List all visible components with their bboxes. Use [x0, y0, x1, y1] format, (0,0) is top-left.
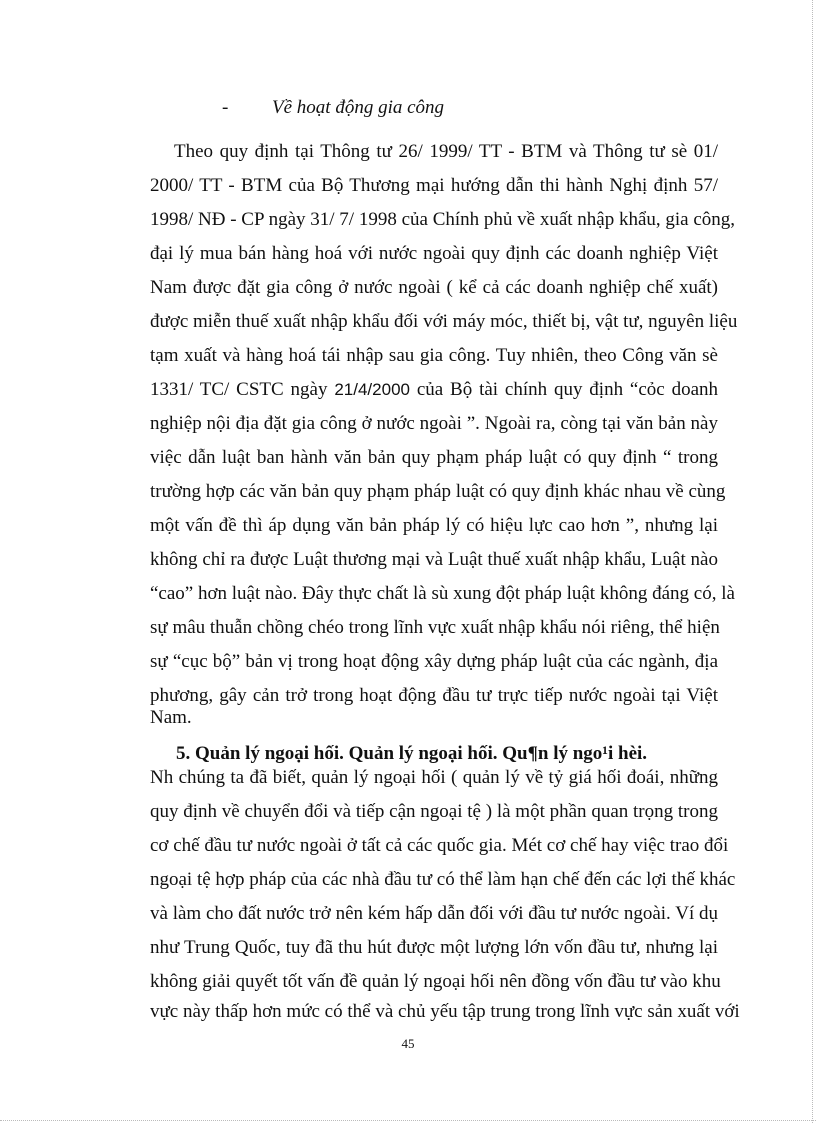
paragraph-line: không giải quyết tốt vấn đề quản lý ngoại hối nên đồng vốn đầu tư vào khu — [150, 971, 721, 992]
paragraph-line: sự mâu thuẫn chồng chéo trong lĩnh vực xuất nhập khẩu nói riêng, thể hiện — [150, 617, 720, 638]
paragraph-line: 1998/ NĐ - CP ngày 31/ 7/ 1998 của Chính phủ về xuất nhập khẩu, gia công, — [150, 209, 736, 230]
paragraph-line: sự “cục bộ” bản vị trong hoạt động xây dựng pháp luật của các ngành, địa — [150, 651, 718, 672]
page-right-border — [812, 0, 813, 1123]
paragraph-line: việc dẫn luật ban hành văn bản quy phạm pháp luật có quy định “ trong — [150, 447, 718, 468]
paragraph-line: trường hợp các văn bản quy phạm pháp luật có quy định khác nhau về cùng — [150, 481, 726, 502]
subheading: Về hoạt động gia công — [272, 97, 445, 118]
paragraph-line: phương, gây cản trở trong hoạt động đầu tư trực tiếp nước ngoài tại Việt — [150, 685, 718, 706]
paragraph-line: không chỉ ra được Luật thương mại và Luật thuế xuất nhập khẩu, Luật nào — [150, 549, 718, 570]
page-number: 45 — [401, 1036, 415, 1051]
paragraph-line: vực này thấp hơn mức có thể và chủ yếu tập trung trong lĩnh vực sản xuất với — [150, 1001, 740, 1022]
page-bottom-border — [0, 1120, 816, 1121]
paragraph-line: quy định về chuyển đổi và tiếp cận ngoại tệ ) là một phần quan trọng trong — [150, 801, 718, 822]
paragraph-line: được miễn thuế xuất nhập khẩu đối với máy móc, thiết bị, vật tư, nguyên liệu — [150, 311, 738, 332]
line-segment: 1331/ TC/ CSTC ngày — [150, 379, 328, 400]
paragraph-line: Theo quy định tại Thông tư 26/ 1999/ TT - BTM và Thông tư sè 01/ — [174, 141, 718, 162]
paragraph-line: đại lý mua bán hàng hoá với nước ngoài quy định các doanh nghiệp Việt — [150, 243, 718, 264]
paragraph-line: như Trung Quốc, tuy đã thu hút được một lượng lớn vốn đầu tư, nhưng lại — [150, 937, 718, 958]
subheading-bullet: - — [222, 97, 229, 118]
date-value: 21/4/2000 — [334, 380, 410, 399]
paragraph-line: và làm cho đất nước trở nên kém hấp dẫn đối với đầu tư nước ngoài. Ví dụ — [150, 903, 718, 924]
section-title: 5. Quản lý ngoại hối. Quản lý ngoại hối. Qu¶n lý ngo¹i hèi. — [176, 743, 648, 764]
paragraph-line: Nh chúng ta đã biết, quản lý ngoại hối ( quản lý về tỷ giá hối đoái, những — [150, 767, 718, 788]
line-segment: của Bộ tài chính quy định “cỏc doanh — [416, 379, 719, 400]
paragraph-line: ngoại tệ hợp pháp của các nhà đầu tư có thể làm hạn chế đến các lợi thế khác — [150, 869, 736, 890]
paragraph-line: nghiệp nội địa đặt gia công ở nước ngoài ”. Ngoài ra, còng tại văn bản này — [150, 413, 718, 434]
paragraph-line: cơ chế đầu tư nước ngoài ở tất cả các quốc gia. Mét cơ chế hay việc trao đổi — [150, 835, 729, 856]
paragraph-line: một vấn đề thì áp dụng văn bản pháp lý có hiệu lực cao hơn ”, nhưng lại — [150, 515, 718, 536]
paragraph-line: 2000/ TT - BTM của Bộ Thương mại hướng dẫn thi hành Nghị định 57/ — [150, 175, 718, 196]
paragraph-line: “cao” hơn luật nào. Đây thực chất là sù xung đột pháp luật không đáng có, là — [150, 583, 735, 604]
paragraph-line: Nam được đặt gia công ở nước ngoài ( kể cả các doanh nghiệp chế xuất) — [150, 277, 718, 298]
paragraph-line: Nam. — [150, 707, 192, 728]
paragraph-line-with-date — [150, 378, 718, 402]
paragraph-line: tạm xuất và hàng hoá tái nhập sau gia công. Tuy nhiên, theo Công văn sè — [150, 345, 718, 366]
